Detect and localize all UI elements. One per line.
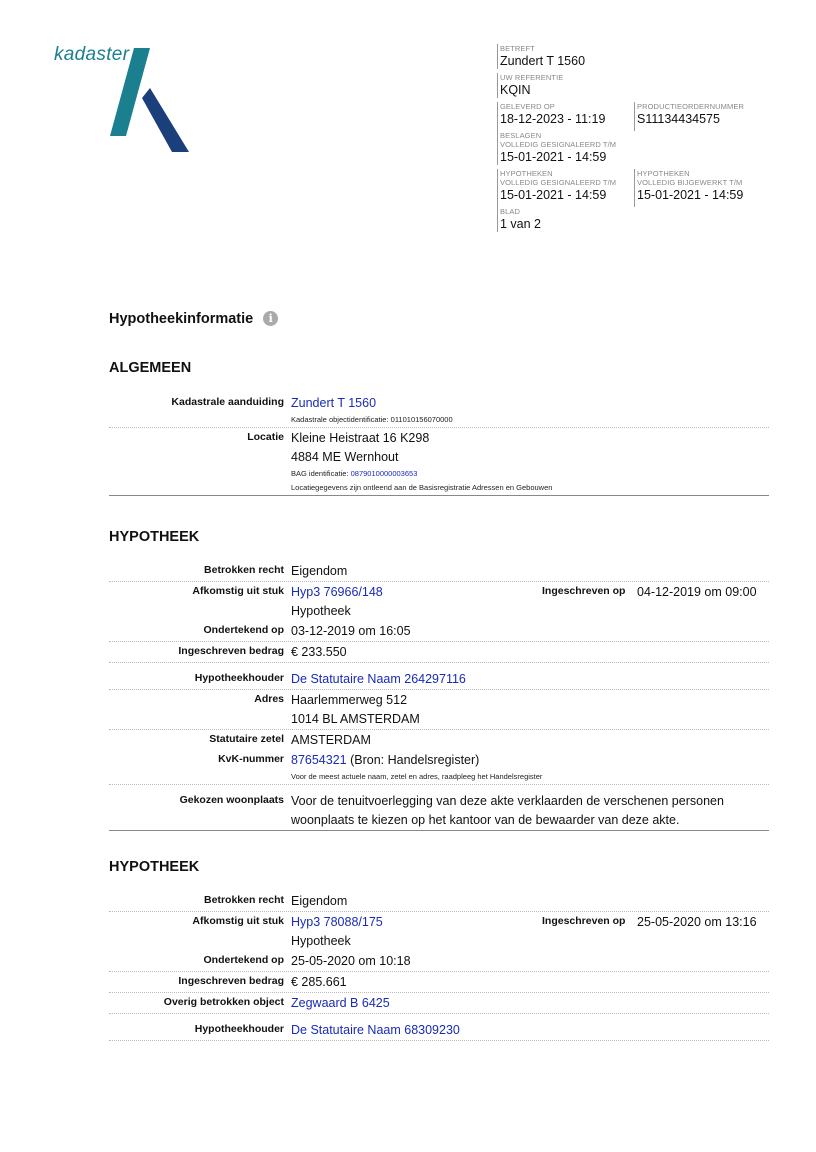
algemeen-table (109, 393, 769, 496)
info-icon[interactable]: i (263, 311, 278, 326)
meta-beslagen: BESLAGEN VOLLEDIG GESIGNALEERD T/M 15-01-2021 - 14:59 (497, 131, 777, 165)
row-hypotheekhouder: Hypotheekhouder De Statutaire Naam 68309230 (109, 1014, 769, 1041)
row-betrokken-recht: Betrokken recht Eigendom (109, 891, 769, 912)
stuk-link[interactable]: Hyp3 76966/148 (291, 585, 383, 599)
meta-productieordernummer: PRODUCTIEORDERNUMMER S11134434575 (634, 102, 771, 131)
row-gekozen-woonplaats: Gekozen woonplaats Voor de tenuitvoerlegging van deze akte verklaarden de verschenen personen woonplaats te kiezen op het kantoor van de bewaarder van deze akte. (109, 785, 769, 831)
row-locatie: Locatie Kleine Heistraat 16 K298 4884 ME Wernhout BAG identificatie: 0879010000003653 Locatiegegevens zijn ontleend aan de Basisregistratie Adressen en Gebouwen (109, 428, 769, 496)
row-ingeschreven-bedrag: Ingeschreven bedrag € 233.550 (109, 642, 769, 663)
kadaster-logo (52, 44, 202, 156)
document-meta (497, 44, 777, 236)
meta-hypotheken-gesignaleerd: HYPOTHEKEN VOLLEDIG GESIGNALEERD T/M 15-01-2021 - 14:59 (497, 169, 634, 207)
logo-text: kadaster (54, 44, 130, 65)
row-ondertekend-op: Ondertekend op 03-12-2019 om 16:05 (109, 621, 769, 642)
hypotheekhouder-link[interactable]: De Statutaire Naam 264297116 (291, 672, 466, 686)
row-adres: Adres Haarlemmerweg 512 1014 BL AMSTERDAM (109, 690, 769, 730)
row-kvk-nummer: KvK-nummer 87654321 (Bron: Handelsregister) Voor de meest actuele naam, zetel en adres, raadpleeg het Handelsregister (109, 750, 769, 785)
section-title-algemeen: ALGEMEEN (109, 360, 192, 376)
row-betrokken-recht: Betrokken recht Eigendom (109, 561, 769, 582)
meta-betreft: BETREFT Zundert T 1560 (497, 44, 777, 69)
row-afkomstig-uit-stuk: Afkomstig uit stuk Ingeschreven op 04-12-2019 om 09:00 Hyp3 76966/148 Hypotheek (109, 582, 769, 621)
row-ondertekend-op: Ondertekend op 25-05-2020 om 10:18 (109, 951, 769, 972)
row-statutaire-zetel: Statutaire zetel AMSTERDAM (209, 733, 371, 747)
meta-blad: BLAD 1 van 2 (497, 207, 777, 232)
hypotheekhouder-link[interactable]: De Statutaire Naam 68309230 (291, 1023, 460, 1037)
row-ingeschreven-bedrag: Ingeschreven bedrag € 285.661 (109, 972, 769, 993)
meta-geleverd-op: GELEVERD OP 18-12-2023 - 11:19 (497, 102, 634, 131)
section-title-hypotheek-1: HYPOTHEEK (109, 529, 200, 545)
overig-object-link[interactable]: Zegwaard B 6425 (291, 996, 390, 1010)
stuk-link[interactable]: Hyp3 78088/175 (291, 915, 383, 929)
row-overig-betrokken-object: Overig betrokken object Zegwaard B 6425 (109, 993, 769, 1014)
logo-mark-icon (52, 44, 202, 156)
page-title: Hypotheekinformatie i (109, 311, 278, 327)
meta-uw-referentie: UW REFERENTIE KQIN (497, 73, 777, 98)
kadastrale-aanduiding-link[interactable]: Zundert T 1560 (291, 396, 377, 410)
row-kadastrale-aanduiding: Kadastrale aanduiding Zundert T 1560 Kadastrale objectidentificatie: 011010156070000 (109, 393, 769, 428)
section-title-hypotheek-2: HYPOTHEEK (109, 859, 200, 875)
row-afkomstig-uit-stuk: Afkomstig uit stuk Ingeschreven op 25-05-2020 om 13:16 Hyp3 78088/175 Hypotheek (109, 912, 769, 951)
hypotheek-1-table (109, 561, 769, 831)
bag-identificatie-link[interactable]: 0879010000003653 (350, 469, 418, 478)
row-hypotheekhouder: Hypotheekhouder De Statutaire Naam 264297116 (109, 663, 769, 690)
meta-hypotheken-bijgewerkt: HYPOTHEKEN VOLLEDIG BIJGEWERKT T/M 15-01-2021 - 14:59 (634, 169, 771, 207)
kvk-nummer-link[interactable]: 87654321 (291, 753, 347, 767)
hypotheek-2-table (109, 891, 769, 1041)
